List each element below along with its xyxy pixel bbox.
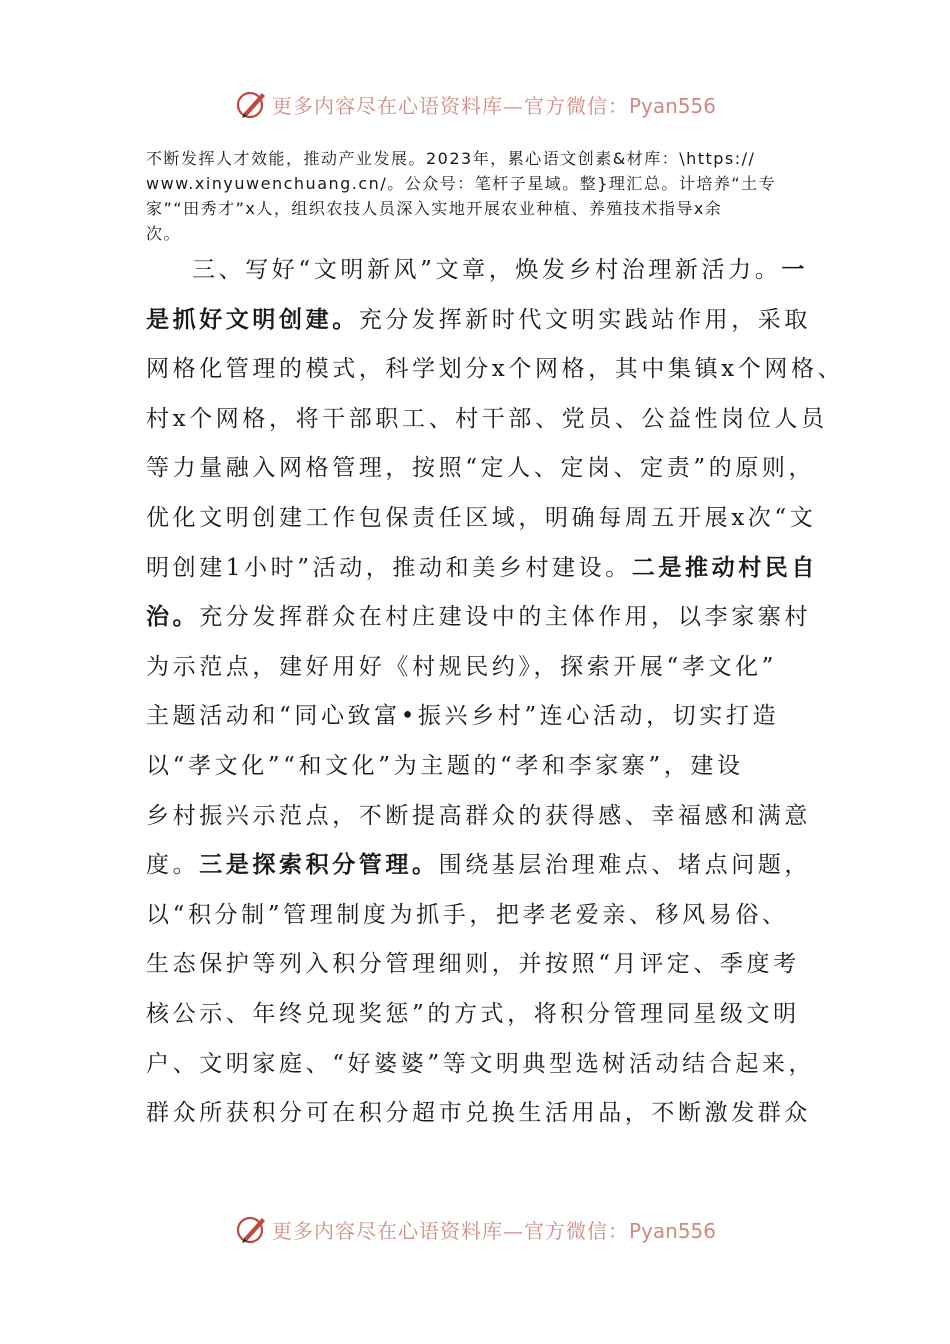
body-line [146,544,826,594]
bold-heading-text: 是抓好文明创建。 [146,306,359,333]
body-line [146,345,845,395]
body-line [146,742,826,792]
footer-banner [0,1209,950,1249]
body-text-segment: 核公示、年终兑现奖惩”的方式，将积分管理同星级文明 [146,1000,800,1027]
bold-heading-text: 二是推动村民自 [631,554,818,581]
intro-line: 次。 [146,224,182,243]
banner-text: 更多内容尽在心语资料库—官方微信：Pyan556 [271,93,716,118]
banner-text: 更多内容尽在心语资料库—官方微信：Pyan556 [271,1218,716,1243]
body-text-segment: 优化文明创建工作包保责任区域，明确每周五开展x次“文 [146,504,817,531]
body-line [146,643,826,693]
wechat-handle: Pyan556 [628,93,716,118]
body-text-segment: 为示范点，建好用好《村规民约》，探索开展“孝文化” [146,653,778,680]
body-line [146,841,826,891]
bold-heading-text: 一 [781,257,808,283]
body-line [146,891,826,941]
header-banner [0,84,950,124]
main-body-text [146,246,845,1139]
body-text-segment: 以“积分制”管理制度为抓手，把孝老爱亲、移风易俗、 [146,901,789,928]
body-line [146,593,826,643]
body-line [146,296,826,346]
body-text-segment: 乡村振兴示范点，不断提高群众的获得感、幸福感和满意 [146,802,811,829]
body-line [146,494,826,544]
pen-logo-icon [234,1212,268,1246]
body-text-segment: 主题活动和“同心致富•振兴乡村”连心活动，切实打造 [146,703,780,730]
bold-heading-text: 三是探索积分管理。 [199,852,439,879]
body-line [146,990,826,1040]
body-line [146,940,826,990]
body-text-segment: 度。 [146,852,200,879]
body-text-segment: 户、文明家庭、“好婆婆”等文明典型选树活动结合起来， [146,1050,816,1077]
body-text-segment: 生态保护等列入积分管理细则，并按照“月评定、季度考 [146,951,800,978]
body-line [146,444,826,494]
body-line [146,395,826,445]
body-text-segment: 群众所获积分可在积分超市兑换生活用品，不断激发群众 [146,1100,811,1127]
body-text-segment: 围绕基层治理难点、堵点问题， [438,852,812,879]
body-line [146,1040,826,1090]
body-text-segment: 充分发挥新时代文明实践站作用，采取 [358,306,812,333]
bold-heading-text: 治。 [146,604,200,631]
body-text-segment: 三、写好“文明新风”文章，焕发乡村治理新活力。 [192,257,782,283]
body-line [146,1089,826,1139]
body-text-segment: 充分发挥群众在村庄建设中的主体作用，以李家寨村 [199,604,812,631]
wechat-handle: Pyan556 [628,1218,716,1243]
intro-line: 家”“田秀才”x人，组织农技人员深入实地开展农业种植、养殖技术指导x余 [146,199,723,218]
body-text-segment: 网格化管理的模式，科学划分x个网格，其中集镇x个网格、 [146,356,845,383]
intro-paragraph [146,146,806,246]
body-text-segment: 以“孝文化”“和文化”为主题的“孝和李家寨”，建设 [146,752,744,779]
body-line [146,692,826,742]
body-line [146,792,826,842]
body-text-segment: 等力量融入网格管理，按照“定人、定岗、定责”的原则， [146,455,816,482]
body-text-segment: 明创建1小时”活动，推动和美乡村建设。 [146,554,632,581]
intro-line: www.xinyuwenchuang.cn/。公众号：笔杆子星域。整}理汇总。计培养“土专 [146,174,777,193]
intro-line: 不断发挥人才效能，推动产业发展。2023年，累心语文创素&材库：\https:// [146,149,756,168]
body-line [146,246,826,296]
pen-logo-icon [234,87,268,121]
body-text-segment: 村x个网格，将干部职工、村干部、党员、公益性岗位人员 [146,405,828,432]
